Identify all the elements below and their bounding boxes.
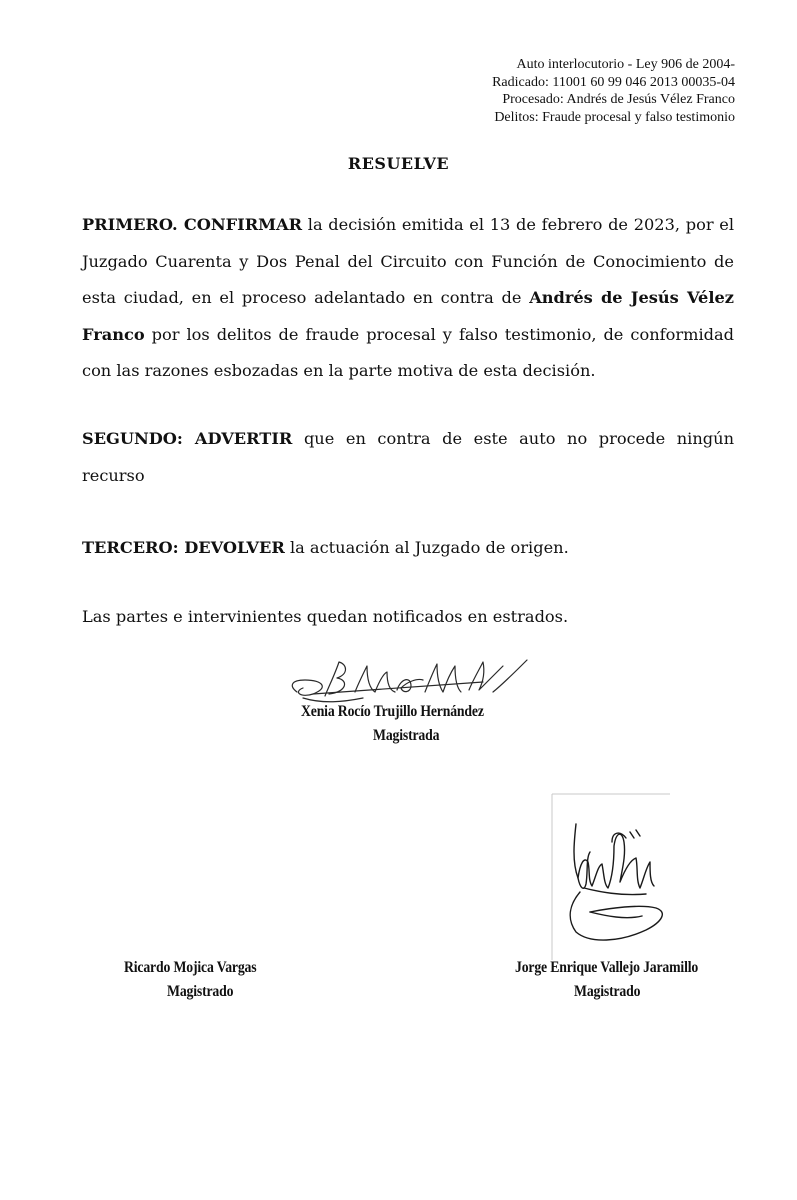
section-title: RESUELVE xyxy=(347,154,450,173)
procesado-name: Andrés de Jesús Vélez Franco xyxy=(82,288,734,344)
header-line-procesado: Procesado: Andrés de Jesús Vélez Franco xyxy=(502,92,735,107)
signature-scribble-1 xyxy=(283,652,533,708)
signature-role-1: Magistrada xyxy=(373,727,440,744)
tercero-text: la actuación al Juzgado de origen. xyxy=(284,538,569,557)
signature-role-2: Magistrado xyxy=(167,983,234,1000)
segundo-text: que en contra de este auto no procede ningún recurso xyxy=(82,429,735,485)
header-line-auto: Auto interlocutorio - Ley 906 de 2004- xyxy=(516,57,735,72)
signature-name-3: Jorge Enrique Vallejo Jaramillo xyxy=(515,959,699,976)
signature-name-2: Ricardo Mojica Vargas xyxy=(124,959,257,976)
signature-name-1: Xenia Rocío Trujillo Hernández xyxy=(301,703,484,720)
header-line-delitos: Delitos: Fraude procesal y falso testimonio xyxy=(494,109,735,125)
header-line-radicado: Radicado: 11001 60 99 046 2013 00035-04 xyxy=(492,74,735,90)
primero-label: PRIMERO. CONFIRMAR xyxy=(82,215,303,234)
segundo-label: SEGUNDO: ADVERTIR xyxy=(82,429,293,448)
notificacion-text: Las partes e intervinientes quedan notificados en estrados. xyxy=(82,607,569,626)
paragraph-primero xyxy=(82,207,734,390)
signature-scribble-3 xyxy=(550,792,690,962)
signature-role-3: Magistrado xyxy=(574,983,641,1000)
paragraph-notificacion xyxy=(82,599,734,636)
case-header xyxy=(375,56,735,126)
primero-text-a: la decisión emitida el 13 de febrero de 2023, por el Juzgado Cuarenta y Dos Penal del Circuito con Función de Conocimiento de esta ciudad, en el proceso adelantado en contra de xyxy=(82,215,734,307)
paragraph-segundo xyxy=(82,421,734,494)
primero-text-b: por los delitos de fraude procesal y falso testimonio, de conformidad con las razones esbozadas en la parte motiva de esta decisión. xyxy=(82,324,734,380)
paragraph-tercero xyxy=(82,530,734,567)
tercero-label: TERCERO: DEVOLVER xyxy=(82,538,285,557)
